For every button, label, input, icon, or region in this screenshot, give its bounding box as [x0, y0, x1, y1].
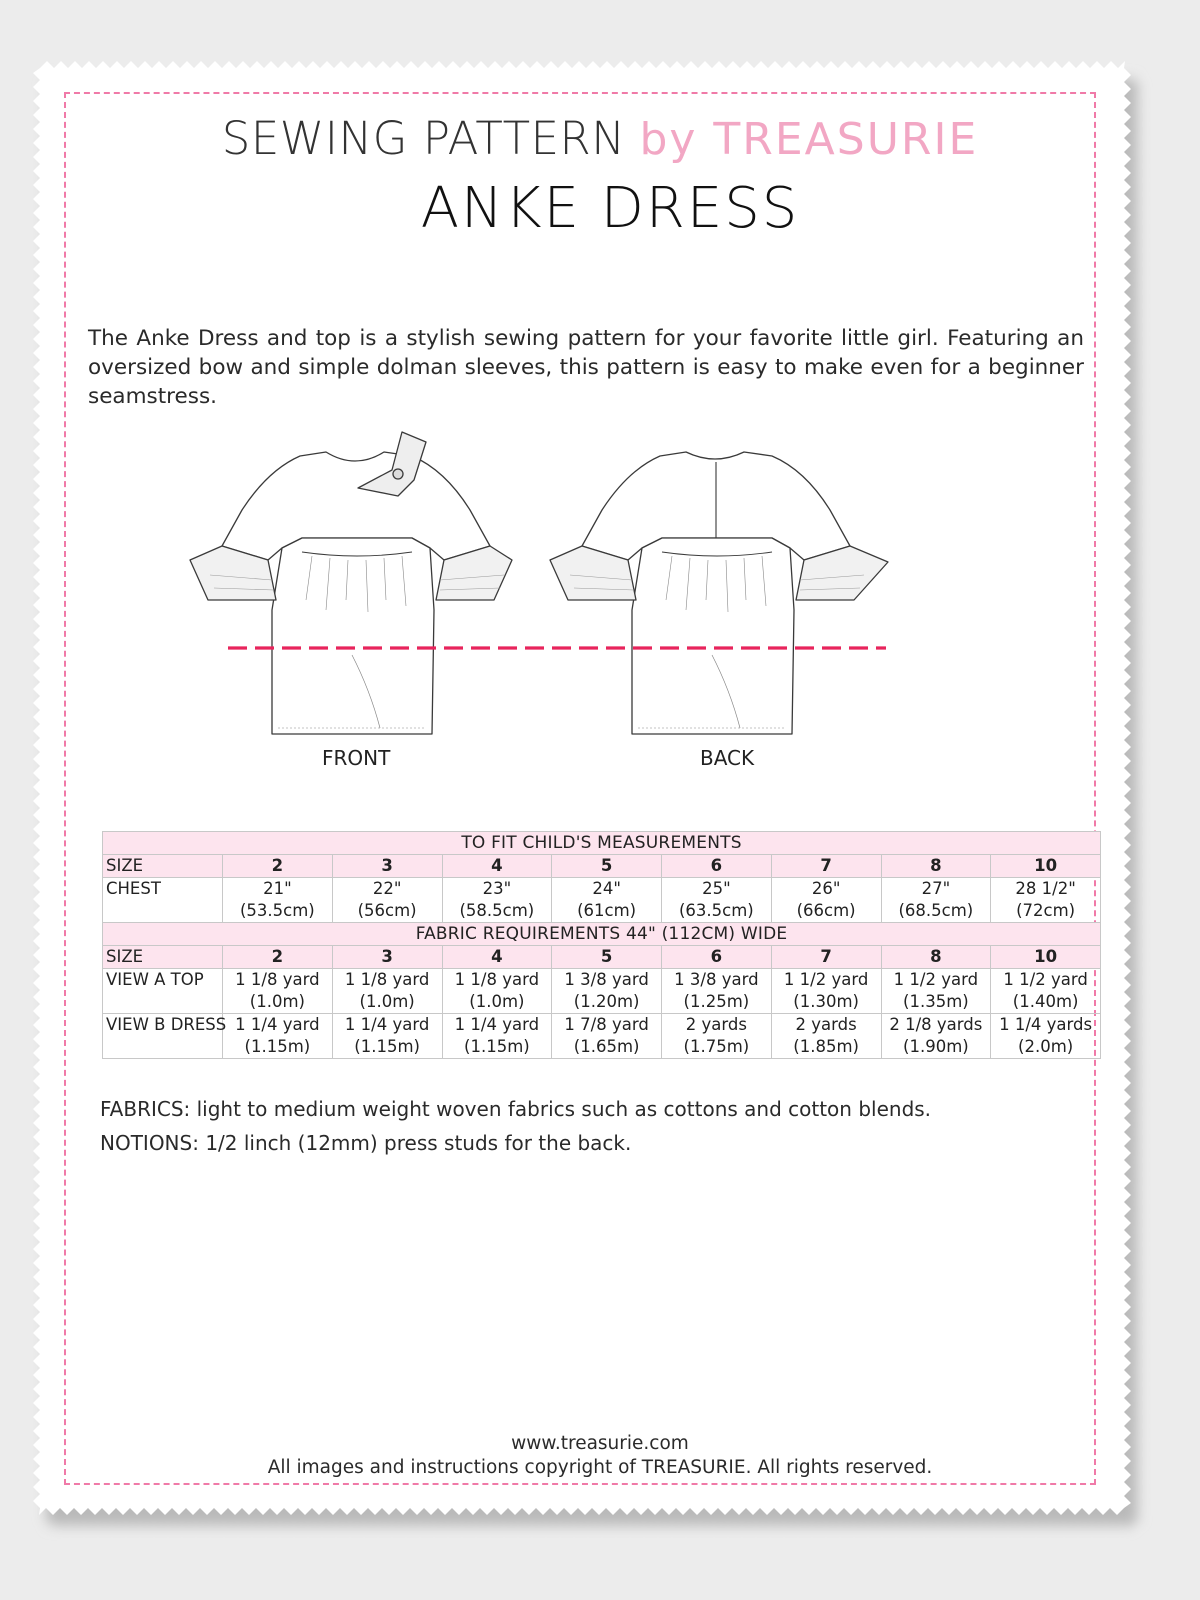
- fabric-cell: 1 1/4 yard (1.15m): [332, 1014, 442, 1059]
- fabric-title: FABRIC REQUIREMENTS 44" (112CM) WIDE: [103, 923, 1101, 946]
- view-b-label: VIEW B DRESS: [103, 1014, 223, 1059]
- fabric-cell: 2 yards (1.85m): [771, 1014, 881, 1059]
- size-cell: 7: [771, 855, 881, 878]
- size-chart-table: [102, 831, 1101, 1059]
- size-cell: 2: [223, 946, 333, 969]
- size-label: SIZE: [103, 946, 223, 969]
- back-view-illustration: [550, 452, 888, 734]
- measurements-title: TO FIT CHILD'S MEASUREMENTS: [103, 832, 1101, 855]
- fabric-title-row: [103, 923, 1101, 946]
- view-b-row: [103, 1014, 1101, 1059]
- chest-cell: 27" (68.5cm): [881, 878, 991, 923]
- size-cell: 10: [991, 946, 1101, 969]
- size-cell: 4: [442, 855, 552, 878]
- footer: [0, 1432, 1200, 1480]
- fabric-cell: 1 1/2 yard (1.30m): [771, 969, 881, 1014]
- size-cell: 6: [662, 946, 772, 969]
- measurements-title-row: [103, 832, 1101, 855]
- front-label: FRONT: [322, 746, 391, 770]
- website-url: www.treasurie.com: [511, 1433, 689, 1454]
- size-cell: 4: [442, 946, 552, 969]
- size-cell: 7: [771, 946, 881, 969]
- chest-cell: 21" (53.5cm): [223, 878, 333, 923]
- front-view-illustration: [190, 432, 512, 734]
- fabric-cell: 1 7/8 yard (1.65m): [552, 1014, 662, 1059]
- fabric-cell: 1 1/8 yard (1.0m): [442, 969, 552, 1014]
- fabric-cell: 1 1/4 yard (1.15m): [223, 1014, 333, 1059]
- chest-cell: 24" (61cm): [552, 878, 662, 923]
- fabric-cell: 1 1/2 yard (1.40m): [991, 969, 1101, 1014]
- size-cell: 5: [552, 946, 662, 969]
- size-cell: 10: [991, 855, 1101, 878]
- dashed-frame: [64, 92, 1096, 1485]
- back-label: BACK: [700, 746, 755, 770]
- fabric-cell: 2 yards (1.75m): [662, 1014, 772, 1059]
- dress-illustrations: [0, 420, 1200, 750]
- copyright-text: All images and instructions copyright of TREASURIE. All rights reserved.: [267, 1457, 933, 1478]
- fabric-cell: 1 1/4 yard (1.15m): [442, 1014, 552, 1059]
- size-cell: 8: [881, 855, 991, 878]
- view-a-row: [103, 969, 1101, 1014]
- fabric-cell: 1 3/8 yard (1.25m): [662, 969, 772, 1014]
- fabric-cell: 1 1/4 yards (2.0m): [991, 1014, 1101, 1059]
- brand-text: by TREASURIE: [639, 114, 979, 165]
- size-cell: 5: [552, 855, 662, 878]
- fabrics-note: FABRICS: light to medium weight woven fabrics such as cottons and cotton blends.: [100, 1097, 932, 1121]
- notes-section: [100, 1092, 931, 1160]
- pattern-title: [0, 112, 1200, 165]
- chest-cell: 25" (63.5cm): [662, 878, 772, 923]
- measurements-size-row: [103, 855, 1101, 878]
- view-a-label: VIEW A TOP: [103, 969, 223, 1014]
- chest-row: [103, 878, 1101, 923]
- dress-name: ANKE DRESS: [420, 176, 800, 241]
- fabric-cell: 1 3/8 yard (1.20m): [552, 969, 662, 1014]
- intro-paragraph: The Anke Dress and top is a stylish sewing pattern for your favorite little girl. Featuring an oversized bow and simple dolman sleeves, this pattern is easy to make even for a beginner seamstress.: [88, 326, 1084, 409]
- size-cell: 8: [881, 946, 991, 969]
- size-label: SIZE: [103, 855, 223, 878]
- notions-note: NOTIONS: 1/2 linch (12mm) press studs for the back.: [100, 1131, 632, 1155]
- fabric-cell: 1 1/8 yard (1.0m): [223, 969, 333, 1014]
- size-cell: 3: [332, 946, 442, 969]
- title-text: SEWING PATTERN: [221, 112, 626, 165]
- chest-cell: 23" (58.5cm): [442, 878, 552, 923]
- chest-cell: 22" (56cm): [332, 878, 442, 923]
- fabric-size-row: [103, 946, 1101, 969]
- size-cell: 3: [332, 855, 442, 878]
- chest-cell: 26" (66cm): [771, 878, 881, 923]
- chest-label: CHEST: [103, 878, 223, 923]
- size-cell: 6: [662, 855, 772, 878]
- size-cell: 2: [223, 855, 333, 878]
- fabric-cell: 1 1/8 yard (1.0m): [332, 969, 442, 1014]
- chest-cell: 28 1/2" (72cm): [991, 878, 1101, 923]
- fabric-cell: 2 1/8 yards (1.90m): [881, 1014, 991, 1059]
- fabric-cell: 1 1/2 yard (1.35m): [881, 969, 991, 1014]
